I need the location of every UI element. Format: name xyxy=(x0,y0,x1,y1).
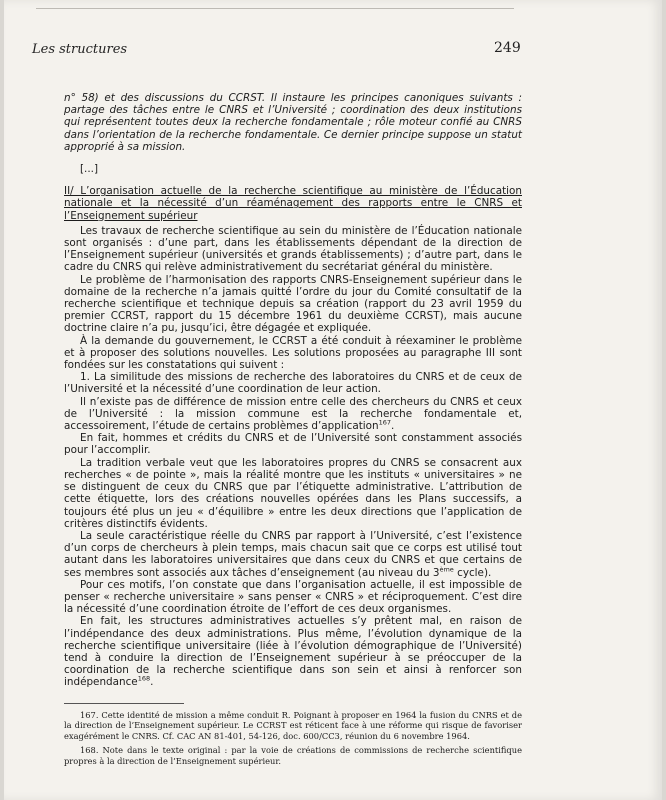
main-text xyxy=(64,92,522,771)
paragraph: 1. La similitude des missions de recherche des laboratoires du CNRS et de ceux de l’Université et la nécessité d’une coordination de leur action. xyxy=(64,371,522,396)
footnote-mark: 168. xyxy=(80,745,99,756)
footnote-text: Cette identité de mission a même conduit R. Poignant à proposer en 1964 la fusion du CNRS et de la direction de l’Enseignement supérieur. Le CCRST est réticent face à une réforme qui risque de favoriser exagérément le CNRS. Cf. CAC AN 81-401, 54-126, doc. 600/CC3, réunion du 6 novembre 1964. xyxy=(64,709,522,741)
paragraph xyxy=(64,615,522,688)
footnote-mark: 167. xyxy=(80,709,99,720)
paragraph-text: cycle). xyxy=(453,566,492,579)
footnote-ref-168[interactable]: 168 xyxy=(137,674,151,683)
paragraph: À la demande du gouvernement, le CCRST a été conduit à réexaminer le problème et à proposer des solutions nouvelles. Les solutions proposées au paragraphe III sont fondées sur les constatations qui suivent : xyxy=(64,334,522,372)
punct: . xyxy=(391,420,395,433)
footnote-167 xyxy=(64,710,522,742)
footnote-168 xyxy=(64,745,522,766)
paragraph: La tradition verbale veut que les laboratoires propres du CNRS se consacrent aux recherches « de pointe », mais la réalité montre que les instituts « universitaires » ne se distinguent de ceux du CNRS que par l’étiquette administrative. L’attribution de cette étiquette, lors des créations nouvelles opérées dans les Plans successifs, a toujours été plus un jeu « d’équilibre » entre les deux directions que l’application de critères distinctifs évidents. xyxy=(64,456,522,530)
footnote-text: Note dans le texte original : par la voie de créations de commissions de recherche scientifique propres à la direction de l’Enseignement supérieur. xyxy=(64,745,522,766)
running-head: Les structures xyxy=(32,42,128,57)
paragraph-text: La seule caractéristique réelle du CNRS par rapport à l’Université, c’est l’existence d’un corps de chercheurs à plein temps, mais chacun sait que ce corps est utilisé tout autant dans les laboratoires universitaires que dans ceux du CNRS et que certains de ses membres sont associés aux tâches d’enseignement (au niveau du 3 xyxy=(64,529,522,579)
section-title: II/ L’organisation actuelle de la recherche scientifique au ministère de l’Éducation nationale et la nécessité d’un réaménagement des rapports entre le CNRS et l’Enseignement supérieur xyxy=(64,185,522,222)
superscript: ème xyxy=(439,565,454,574)
footnote-ref-167[interactable]: 167 xyxy=(378,418,392,427)
paragraph: Pour ces motifs, l’on constate que dans l’organisation actuelle, il est impossible de penser « recherche universitaire » sans penser « CNRS » et réciproquement. C’est dire la nécessité d’une coordination étroite de l’effort de ces deux organismes. xyxy=(64,578,522,616)
page-number: 249 xyxy=(494,40,521,56)
paragraph-text: Il n’existe pas de différence de mission entre celle des chercheurs du CNRS et ceux de l’Université : la mission commune est la recherche fondamentale et, accessoirement, l’étude de certains problèmes d’application xyxy=(64,395,522,433)
punct: . xyxy=(150,676,154,689)
footnote-rule xyxy=(64,703,184,704)
intro-paragraph: n° 58) et des discussions du CCRST. Il instaure les principes canoniques suivants : partage des tâches entre le CNRS et l’Université ; coordination des deux institutions qui représentent toutes deux la recherche fondamentale ; rôle moteur confié au CNRS dans l’orientation de la recherche fondamentale. Ce dernier principe suppose un statut approprié à sa mission. xyxy=(64,92,522,153)
paragraph: En fait, hommes et crédits du CNRS et de l’Université sont constamment associés pour l’accomplir. xyxy=(64,432,522,457)
paragraph: Le problème de l’harmonisation des rapports CNRS-Enseignement supérieur dans le domaine de la recherche n’a jamais quitté l’ordre du jour du Comité consultatif de la recherche scientifique et technique depuis sa création (rapport du 23 avril 1959 du premier CCRST, rapport du 15 décembre 1961 du deuxième CCRST), mais aucune doctrine claire n’a pu, jusqu’ici, être dégagée et expliquée. xyxy=(64,273,522,335)
paragraph-text: En fait, les structures administratives actuelles s’y prêtent mal, en raison de l’indépendance des deux administrations. Plus même, l’évolution dynamique de la recherche scientifique universitaire (liée à l’évolution démographique de l’Université) tend à conduire la direction de l’Enseignement supérieur à se préoccuper de la coordination de la recherche scientifique dans son sein et ainsi à renforcer son indépendance xyxy=(64,615,522,689)
paragraph: Les travaux de recherche scientifique au sein du ministère de l’Éducation nationale sont organisés : d’une part, dans les établissements dépendant de la direction de l’Enseignement supérieur (universités et grands établissements) ; d’autre part, dans le cadre du CNRS qui relève administrativement du secrétariat général du ministère. xyxy=(64,224,522,274)
footnotes xyxy=(64,710,522,767)
paragraph xyxy=(64,396,522,433)
paragraph xyxy=(64,530,522,579)
header-rule xyxy=(36,8,514,9)
book-page xyxy=(4,0,662,800)
ellipsis: [...] xyxy=(80,163,99,176)
